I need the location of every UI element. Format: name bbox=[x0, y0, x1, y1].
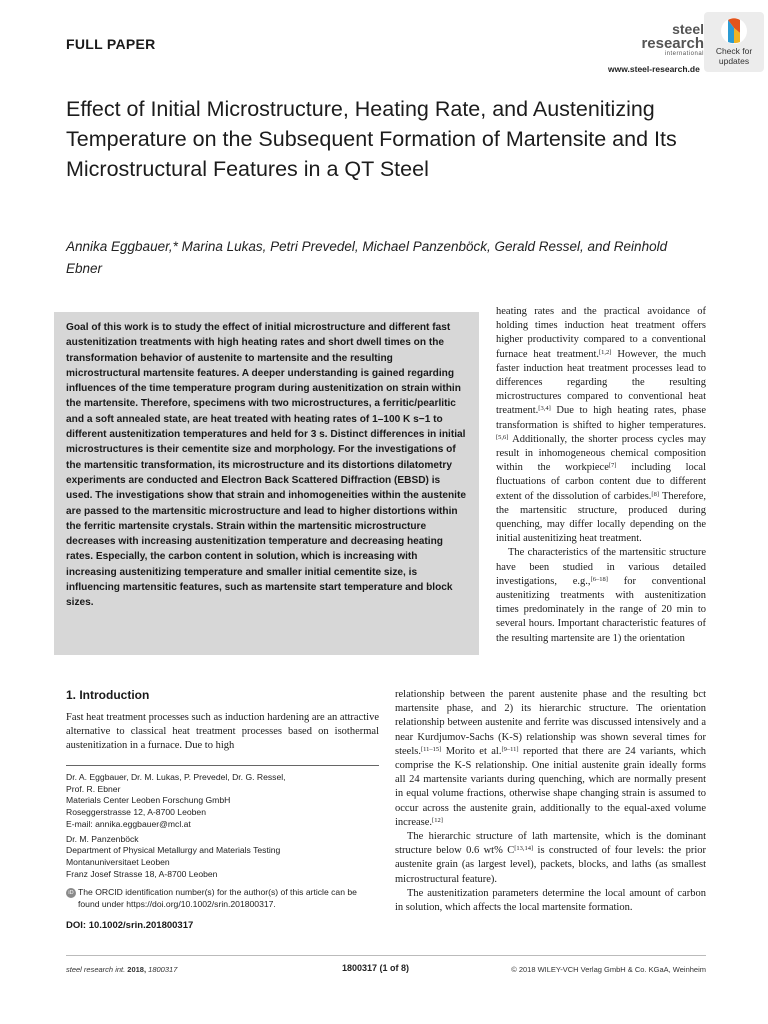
affiliation-line: Montanuniversitaet Leoben bbox=[66, 856, 170, 867]
badge-text-line2: updates bbox=[718, 56, 750, 66]
orcid-text[interactable]: The ORCID identification number(s) for the author(s) of this article can be found under https://doi.org/10.1002/srin.201800317. bbox=[78, 887, 357, 909]
logo-line-steel: steel bbox=[672, 21, 704, 37]
page-number: 1800317 (1 of 8) bbox=[342, 963, 410, 973]
affiliation-line: Roseggerstrasse 12, A-8700 Leoben bbox=[66, 807, 206, 818]
paper-title: Effect of Initial Microstructure, Heating Rate, and Austenitizing Temperature on the Subsequent Formation of Martensite and Its Microstructural Features in a QT Steel bbox=[66, 97, 677, 181]
abstract-box: Goal of this work is to study the effect of initial microstructure and different fast austenitization treatments with high heating rates and short dwell times on the transformation behavior of austenite to martensite and the resulting microstructural martensite features. A deeper understanding is gained regarding influences of the time temperature program during austenitization on strain within the martensite. Therefore, specimens with two microstructures, a ferritic/pearlitic and a soft annealed state, are heat treated with heating rates of 1–100 K s−1 to different austenitization temperatures and held for 3 s. Distinct differences in initial microstructures is their cementite size and morphology. For the investigations of the martensitic transformation, its microstructure and its distortions dilatometry experiments are conducted and Electron Back Scattered Diffraction (EBSD) is used. The investigations show that strain and inhomogeneities within the austenite are passed to the martensitic microstructure and lead to higher distortions within the ferritic martensite crystals. Strain within the martensitic microstructure decreases with increasing austenitization temperature and decreasing heating rates. Especially, the carbon content in solution, which is increasing with increasing austenitizing temperature and smaller initial cementite size, is influencing martensitic features, such as martensite start temperature and block sizes. bbox=[54, 312, 479, 655]
affiliation-line: Dr. M. Panzenböck bbox=[66, 833, 139, 844]
badge-text-line1: Check for bbox=[715, 46, 753, 56]
citation-ref[interactable]: [13,14] bbox=[514, 845, 534, 853]
section-label: FULL PAPER bbox=[66, 36, 156, 52]
citation-ref[interactable]: [6–18] bbox=[590, 575, 608, 583]
citation-ref[interactable]: [3,4] bbox=[538, 405, 551, 413]
citation-ref[interactable]: [12] bbox=[432, 816, 443, 824]
footer-citation bbox=[66, 965, 177, 974]
footer-year: 2018, bbox=[127, 965, 147, 974]
citation-ref[interactable]: [8] bbox=[651, 490, 660, 498]
citation-ref[interactable]: [9–11] bbox=[501, 745, 519, 753]
orcid-icon: iD bbox=[66, 888, 76, 898]
citation-ref[interactable]: [7] bbox=[608, 462, 617, 470]
author-affiliations bbox=[66, 772, 386, 880]
check-for-updates-badge[interactable] bbox=[704, 12, 764, 72]
intro-paragraph-left: Fast heat treatment processes such as induction hardening are an attractive alternative to classical heat treatment processes based on isothermal austenitization in a furnace. Due to high bbox=[66, 712, 379, 751]
right-column-text: heating rates and the practical avoidance of holding times induction heat treatment offers higher productivity compared to a conventional furnace heat treatment.[1,2] However, the much faster induction heat treatment processes lead to differences regarding the resulting microstructures compared to conventional heat treatment.[3,4] Due to high heating rates, phase transformation is shifted to higher temperatures.[5,6] Additionally, the shorter process cycles may result in inhomogeneous chemical composition within the workpiece[7] including local fluctuations of carbon content due to different extent of the dissolution of carbides.[8] Therefore, the martensitic structure, produced during quenching, may differ locally depending on the initial austenitizing heat treatment. The characteristics of the martensitic structure have been studied in various detailed investigations, e.g.,[6–18] for conventional austenitizing treatments with austenitization times predominately in the range of 20 min to several hours. Important characteristic features of the resulting martensite are 1) the orientation bbox=[496, 306, 706, 644]
citation-ref[interactable]: [11–15] bbox=[420, 745, 442, 753]
doi-link[interactable]: DOI: 10.1002/srin.201800317 bbox=[66, 920, 194, 931]
bookmark-ribbon-icon bbox=[719, 16, 749, 46]
citation-ref[interactable]: [1,2] bbox=[599, 348, 612, 356]
footer-divider bbox=[66, 955, 706, 956]
logo-line-international: international bbox=[664, 51, 704, 57]
logo-line-research: research bbox=[641, 35, 704, 52]
author-email[interactable]: E-mail: annika.eggbauer@mcl.at bbox=[66, 818, 191, 829]
footer-journal: steel research int. bbox=[66, 965, 126, 974]
journal-logo[interactable] bbox=[598, 22, 704, 57]
copyright-notice: © 2018 WILEY-VCH Verlag GmbH & Co. KGaA, Weinheim bbox=[511, 965, 706, 974]
affiliation-line: Department of Physical Metallurgy and Materials Testing bbox=[66, 845, 281, 856]
section-heading-introduction: 1. Introduction bbox=[66, 688, 150, 702]
right-column-wide-text: relationship between the parent austenite phase and the resulting bct martensite phase, and 2) its hierarchic structure. The orientation relationship between austenite and ferrite was discussed intensively and a near Kurdjumov-Sachs (K-S) relationship was shown several times for steels.[11–15] Morito et al.[9–11] reported that there are 24 variants, which comprise the K-S relationship. One initial austenite grain ideally forms all 24 martensite variants during quenching, which are normally present in equal volume fractions, otherwise shape changing strain is assumed to occur across the austenite grain, additionally to the equal-axed volume increase.[12] The hierarchic structure of lath martensite, which is the dominant structure below 0.6 wt% C[13,14] is constructed of four levels: the prior austenite grain (as largest level), packets, blocks, and laths (as smallest microstructural feature). The austenitization parameters determine the local amount of carbon in solution, which affects the local martensite formation. bbox=[395, 689, 706, 914]
citation-ref[interactable]: [5,6] bbox=[496, 433, 509, 441]
affiliation-divider bbox=[66, 765, 379, 766]
footer-article-number: 1800317 bbox=[148, 965, 178, 974]
affiliation-line: Prof. R. Ebner bbox=[66, 783, 121, 794]
affiliation-line: Franz Josef Strasse 18, A-8700 Leoben bbox=[66, 868, 218, 879]
affiliation-line: Dr. A. Eggbauer, Dr. M. Lukas, P. Prevedel, Dr. G. Ressel, bbox=[66, 772, 286, 782]
orcid-note bbox=[66, 887, 386, 910]
author-list: Annika Eggbauer,* Marina Lukas, Petri Prevedel, Michael Panzenböck, Gerald Ressel, and Reinhold Ebner bbox=[66, 239, 668, 276]
affiliation-line: Materials Center Leoben Forschung GmbH bbox=[66, 795, 231, 806]
journal-website-link[interactable]: www.steel-research.de bbox=[608, 64, 700, 74]
